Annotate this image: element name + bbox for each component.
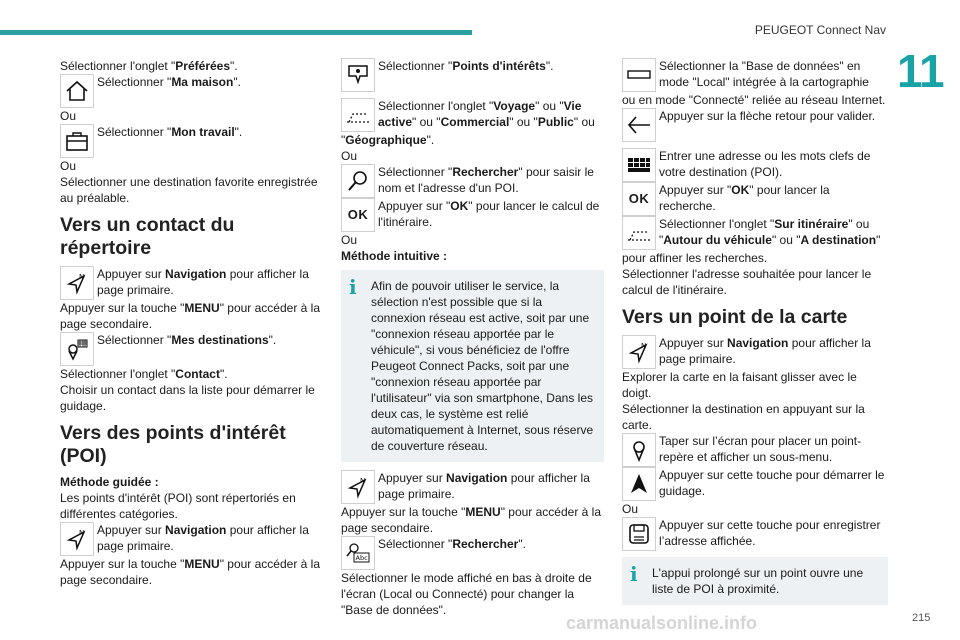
svg-text:N: N	[641, 342, 647, 350]
instruction-line: Sélectionner "Mon travail".	[60, 124, 322, 158]
start-guidance-icon	[622, 467, 656, 501]
paragraph: Sélectionner le mode affiché en bas à droite de l'écran (Local ou Connecté) pour changer la "Base de données".	[341, 571, 592, 617]
svg-text:N: N	[79, 273, 85, 281]
paragraph: Ou	[60, 109, 77, 123]
database-mode-icon	[622, 58, 656, 92]
svg-text:N: N	[79, 529, 85, 537]
instruction-line: Sélectionner "Ma maison".	[60, 74, 322, 108]
instruction-line: Taper sur l’écran pour placer un point-repère et afficher un sous-menu.	[622, 433, 888, 467]
instruction-line: Appuyer sur la flèche retour pour valider.	[622, 108, 888, 142]
map-pin-icon	[622, 433, 656, 467]
paragraph: Sélectionner une destination favorite enregistrée au préalable.	[60, 175, 318, 205]
instruction-line: N Appuyer sur Navigation pour afficher la page primaire.	[60, 522, 322, 556]
section-heading: Vers un contact du répertoire	[60, 214, 235, 259]
keyboard-icon	[622, 148, 656, 182]
instruction-line: Sélectionner la "Base de données" en mode "Local" intégrée à la cartographie	[622, 58, 888, 92]
paragraph: ou en mode "Connecté" reliée au réseau Internet.	[622, 93, 886, 107]
section-heading: Vers un point de la carte	[622, 306, 848, 328]
destinations-icon	[60, 332, 94, 366]
paragraph: Sélectionner l'adresse souhaitée pour lancer le calcul de l'itinéraire.	[622, 267, 872, 297]
header-accent-bar	[0, 30, 472, 35]
instruction-line: N Appuyer sur Navigation pour afficher la page primaire.	[341, 470, 604, 504]
paragraph: pour affiner les recherches.	[622, 251, 768, 265]
paragraph: Explorer la carte en la faisant glisser avec le doigt.	[622, 370, 857, 400]
navigation-icon	[622, 335, 656, 369]
info-icon: i	[630, 562, 638, 586]
instruction-line: N Appuyer sur Navigation pour afficher la page primaire.	[622, 335, 888, 369]
paragraph: Sélectionner la destination en appuyant sur la carte.	[622, 402, 865, 432]
search-icon	[341, 164, 375, 198]
instruction-line: Sélectionner l'onglet "Voyage" ou "Vie active" ou "Commercial" ou "Public" ou	[341, 98, 604, 132]
instruction-line: Abc Sélectionner "Rechercher".	[341, 536, 604, 570]
instruction-line: Sélectionner "Points d'intérêts".	[341, 58, 604, 92]
instruction-line: Appuyer sur cette touche pour démarrer le guidage.	[622, 467, 888, 501]
navigation-icon	[60, 522, 94, 556]
back-arrow-icon	[622, 108, 656, 142]
column-3	[622, 58, 888, 613]
paragraph: "Géographique".	[341, 133, 435, 147]
watermark: carmanualsonline.info	[566, 613, 758, 633]
column-1	[60, 58, 322, 588]
instruction-line: Appuyer sur cette touche pour enregistrer l’adresse affichée.	[622, 517, 888, 551]
poi-icon	[341, 58, 375, 92]
paragraph: Ou	[622, 502, 639, 516]
tab-icon	[341, 98, 375, 132]
navigation-icon	[341, 470, 375, 504]
column-2	[341, 58, 604, 618]
paragraph: Appuyer sur la touche "MENU" pour accéder à la page secondaire.	[60, 301, 321, 331]
instruction-line: OK Appuyer sur "OK" pour lancer le calcul de l'itinéraire.	[341, 198, 604, 232]
ok-icon: OK	[622, 182, 656, 216]
paragraph: Ou	[341, 233, 358, 247]
paragraph: Appuyer sur la touche "MENU" pour accéder à la page secondaire.	[341, 505, 602, 535]
info-note: i Afin de pouvoir utiliser le service, la sélection n'est possible que si la connexion réseau est active, soit par une "connexion réseau apportée par le véhicule", si vous bénéficiez de l'offre Peugeot Connect Packs, soit par une "connexion réseau apportée par l'utilisateur" via son smartphone, Dans les deux cas, le système est relié automatiquement à Internet, sous réserve de couverture réseau.	[341, 270, 604, 462]
tab-icon	[622, 216, 656, 250]
ok-icon: OK	[341, 198, 375, 232]
briefcase-icon	[60, 124, 94, 158]
paragraph: Sélectionner l'onglet "Contact".	[60, 367, 228, 381]
instruction-line: Sélectionner "Mes destinations".	[60, 332, 322, 366]
paragraph: Méthode intuitive :	[341, 249, 447, 263]
instruction-line: Sélectionner l'onglet "Sur itinéraire" ou "Autour du véhicule" ou "A destination"	[622, 216, 888, 250]
paragraph: Appuyer sur la touche "MENU" pour accéder à la page secondaire.	[60, 557, 321, 587]
header-title: PEUGEOT Connect Nav	[754, 23, 886, 37]
page-number: 215	[912, 612, 931, 624]
paragraph: Ou	[60, 159, 77, 173]
instruction-line: N Appuyer sur Navigation pour afficher la page primaire.	[60, 266, 322, 300]
svg-text:Abc: Abc	[355, 554, 368, 562]
paragraph: Méthode guidée :	[60, 475, 159, 489]
paragraph: Choisir un contact dans la liste pour démarrer le guidage.	[60, 383, 315, 413]
search-text-icon	[341, 536, 375, 570]
paragraph: Sélectionner l'onglet "Préférées".	[60, 59, 238, 73]
instruction-line: Entrer une adresse ou les mots clefs de votre destination (POI).	[622, 148, 888, 182]
instruction-line: Sélectionner "Rechercher" pour saisir le nom et l'adresse d'un POI.	[341, 164, 604, 198]
info-icon: i	[349, 275, 357, 299]
svg-text:N: N	[360, 477, 366, 485]
navigation-icon	[60, 266, 94, 300]
instruction-line: OK Appuyer sur "OK" pour lancer la recherche.	[622, 182, 888, 216]
chapter-number: 11	[897, 45, 944, 97]
save-icon	[622, 517, 656, 551]
section-heading: Vers des points d'intérêt (POI)	[60, 422, 286, 467]
paragraph: Ou	[341, 149, 358, 163]
paragraph: Les points d'intérêt (POI) sont répertoriés en différentes catégories.	[60, 491, 296, 521]
home-icon	[60, 74, 94, 108]
info-note: i L'appui prolongé sur un point ouvre une liste de POI à proximité.	[622, 557, 888, 605]
